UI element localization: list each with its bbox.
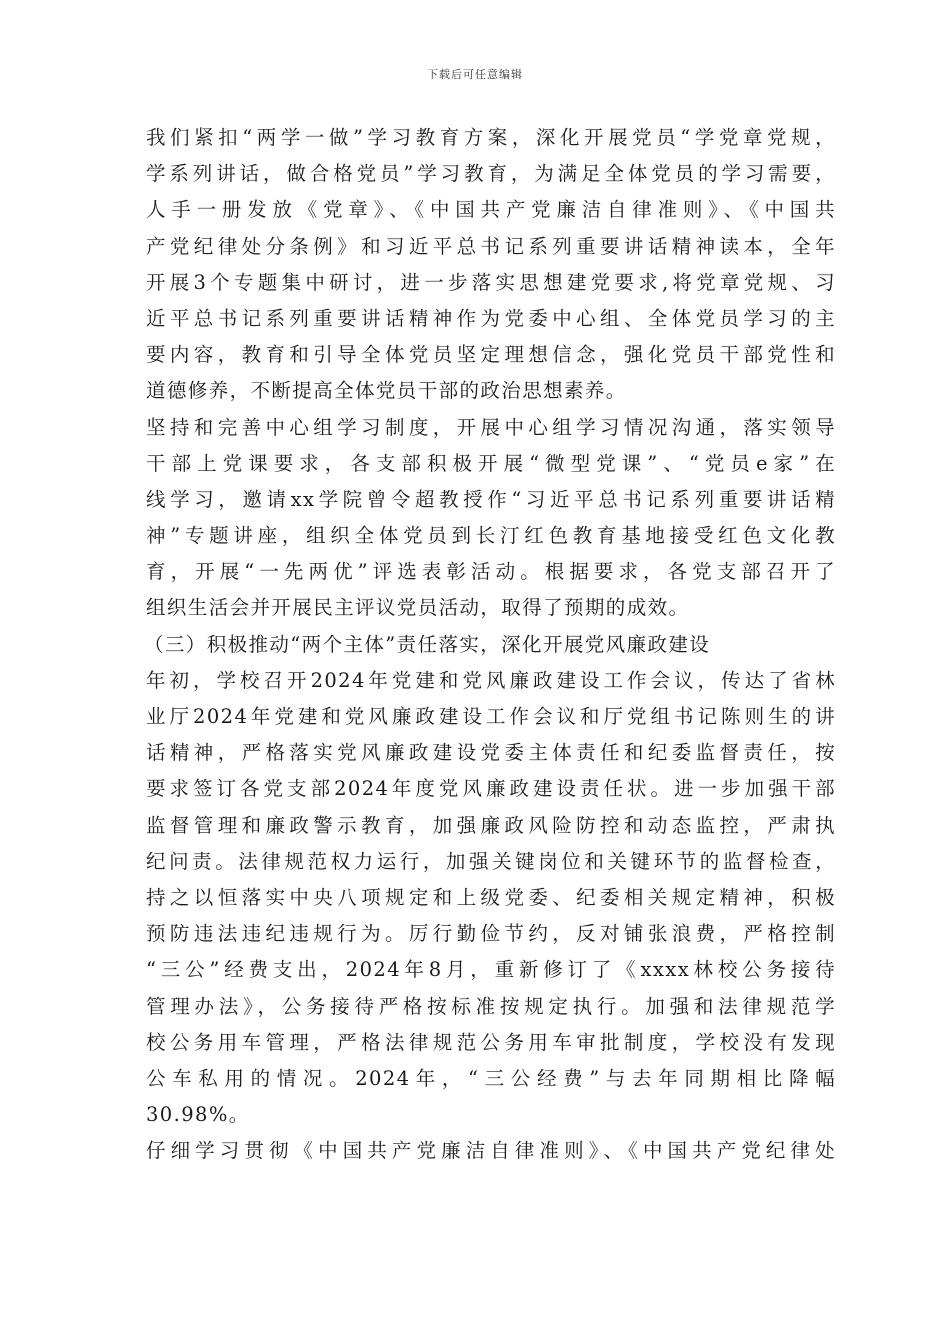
text-line: 话精神，严格落实党风廉政建设党委主体责任和纪委监督责任，按 — [146, 741, 836, 765]
text-line: 纪问责。法律规范权力运行，加强关键岗位和关键环节的监督检查， — [146, 849, 836, 873]
document-body — [146, 120, 836, 1169]
text-line: 仔细学习贯彻《中国共产党廉洁自律准则》、《中国共产党纪律处 — [146, 1139, 836, 1163]
text-line: 干部上党课要求，各支部积极开展“微型党课”、“党员e家”在 — [146, 451, 836, 475]
text-line: 开展3个专题集中研讨，进一步落实思想建党要求,将党章党规、习 — [146, 270, 836, 294]
text-line: 坚持和完善中心组学习制度，开展中心组学习情况沟通，落实领导 — [146, 415, 836, 439]
text-line: 校公务用车管理，严格法律规范公务用车审批制度，学校没有发现 — [146, 1030, 836, 1054]
text-line: 神”专题讲座，组织全体党员到长汀红色教育基地接受红色文化教 — [146, 524, 836, 548]
text-line: 30.98%。 — [146, 1103, 250, 1127]
text-line: 组织生活会并开展民主评议党员活动，取得了预期的成效。 — [146, 596, 690, 620]
section-heading: （三）积极推动“两个主体”责任落实，深化开展党风廉政建设 — [144, 632, 711, 656]
text-line: 年初，学校召开2024年党建和党风廉政建设工作会议，传达了省林 — [146, 668, 836, 692]
text-line: 人手一册发放《党章》、《中国共产党廉洁自律准则》、《中国共 — [146, 198, 836, 222]
text-line: 产党纪律处分条例》和习近平总书记系列重要讲话精神读本，全年 — [146, 234, 836, 258]
text-line: 近平总书记系列重要讲话精神作为党委中心组、全体党员学习的主 — [146, 306, 836, 330]
text-line: 要内容，教育和引导全体党员坚定理想信念，强化党员干部党性和 — [146, 343, 836, 367]
text-line: 业厅2024年党建和党风廉政建设工作会议和厅党组书记陈则生的讲 — [146, 705, 836, 728]
text-line: 线学习，邀请xx学院曾令超教授作“习近平总书记系列重要讲话精 — [146, 487, 836, 511]
page-header: 下载后可任意编辑 — [427, 68, 523, 81]
text-line: 道德修养，不断提高全体党员干部的政治思想素养。 — [146, 379, 627, 403]
text-line: 公车私用的情况。2024年，“三公经费”与去年同期相比降幅 — [146, 1066, 836, 1090]
text-line: 持之以恒落实中央八项规定和上级党委、纪委相关规定精神，积极 — [146, 885, 836, 909]
text-line: “三公”经费支出，2024年8月，重新修订了《xxxx林校公务接待 — [146, 958, 836, 982]
text-line: 预防违法违纪违规行为。厉行勤俭节约，反对铺张浪费，严格控制 — [146, 922, 836, 946]
text-line: 育，开展“一先两优”评选表彰活动。根据要求，各党支部召开了 — [146, 560, 836, 584]
text-line: 管理办法》，公务接待严格按标准按规定执行。加强和法律规范学 — [146, 994, 836, 1018]
text-line: 要求签订各党支部2024年度党风廉政建设责任状。进一步加强干部 — [146, 777, 836, 801]
text-line: 我们紧扣“两学一做”学习教育方案，深化开展党员“学党章党规， — [146, 126, 836, 149]
text-line: 学系列讲话，做合格党员”学习教育，为满足全体党员的学习需要， — [146, 162, 836, 186]
text-line: 监督管理和廉政警示教育，加强廉政风险防控和动态监控，严肃执 — [146, 813, 836, 837]
